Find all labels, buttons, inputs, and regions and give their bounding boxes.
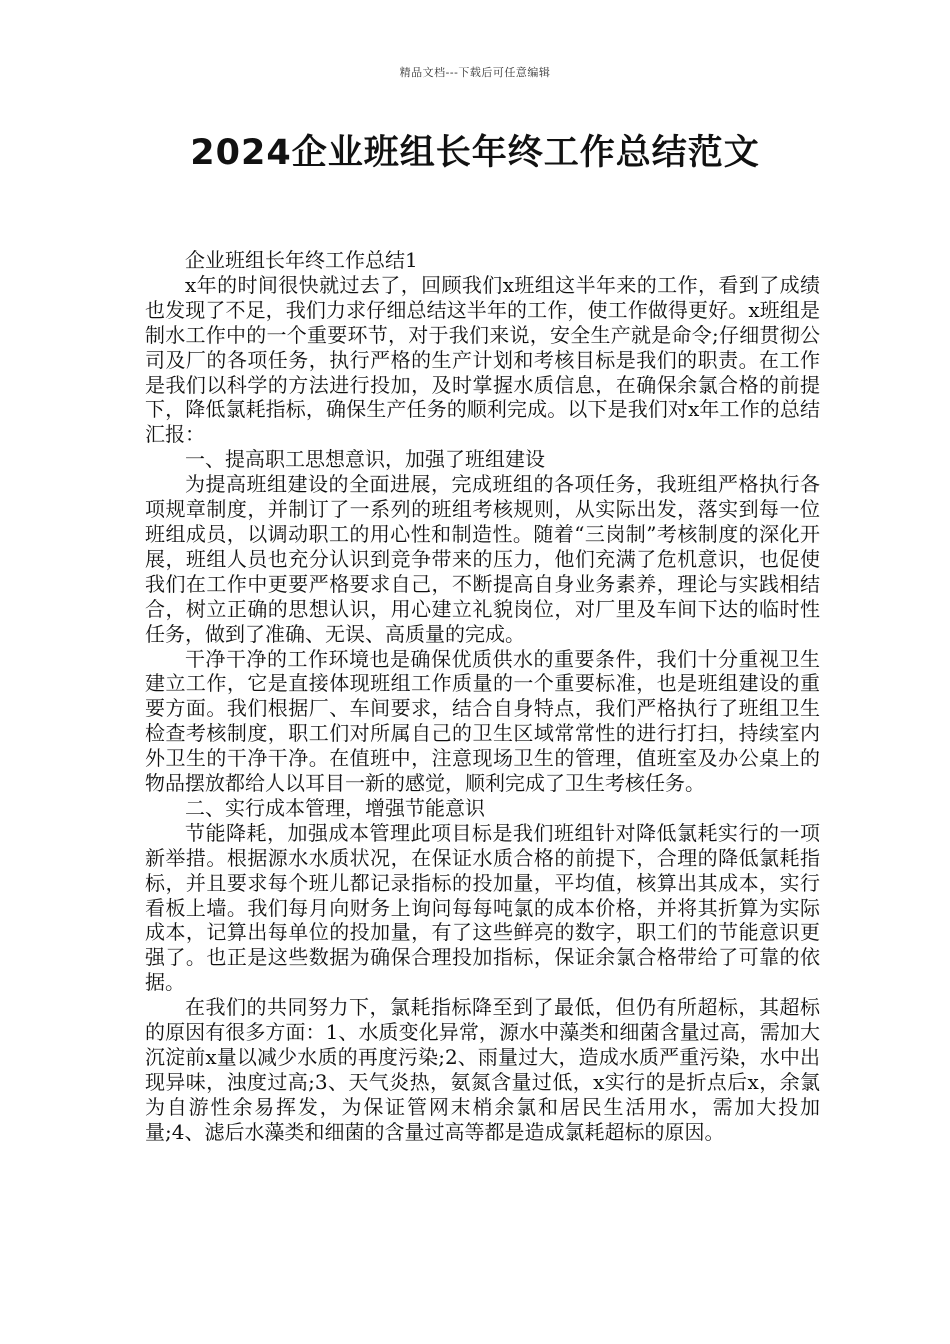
document-title: 2024企业班组长年终工作总结范文 — [190, 133, 760, 173]
subsection-heading: 一、提高职工思想意识，加强了班组建设 — [185, 447, 545, 472]
body-paragraph: x年的时间很快就过去了，回顾我们x班组这半年来的工作，看到了成绩也发现了不足，我们力求仔细总结这半年的工作，使工作做得更好。x班组是制水工作中的一个重要环节，对于我们来说，安全生产就是命令;仔细贯彻公司及厂的各项任务，执行严格的生产计划和考核目标是我们的职责。在工作是我们以科学的方法进行投加，及时掌握水质信息，在确保余氯合格的前提下，降低氯耗指标，确保生产任务的顺利完成。以下是我们对x年工作的总结汇报： — [145, 272, 820, 447]
subsection-heading: 二、实行成本管理，增强节能意识 — [185, 795, 485, 820]
document-body — [145, 248, 820, 1145]
body-paragraph: 节能降耗，加强成本管理此项目标是我们班组针对降低氯耗实行的一项新举措。根据源水水质状况，在保证水质合格的前提下，合理的降低氯耗指标，并且要求每个班儿都记录指标的投加量，平均值，核算出其成本，实行看板上墙。我们每月向财务上询问每每吨氯的成本价格，并将其折算为实际成本，记算出每单位的投加量，有了这些鲜亮的数字，职工们的节能意识更强了。也正是这些数据为确保合理投加指标，保证余氯合格带给了可靠的依据。 — [145, 820, 820, 995]
body-paragraph: 干净干净的工作环境也是确保优质供水的重要条件，我们十分重视卫生建立工作，它是直接体现班组工作质量的一个重要标准，也是班组建设的重要方面。我们根据厂、车间要求，结合自身特点，我们严格执行了班组卫生检查考核制度，职工们对所属自己的卫生区域常常性的进行打扫，持续室内外卫生的干净干净。在值班中，注意现场卫生的管理，值班室及办公桌上的物品摆放都给人以耳目一新的感觉，顺利完成了卫生考核任务。 — [145, 646, 820, 796]
header-note: 精品文档---下载后可任意编辑 — [399, 66, 551, 79]
body-paragraph: 在我们的共同努力下，氯耗指标降至到了最低，但仍有所超标，其超标的原因有很多方面：1、水质变化异常，源水中藻类和细菌含量过高，需加大沉淀前x量以减少水质的再度污染;2、雨量过大，造成水质严重污染，水中出现异味，浊度过高;3、天气炎热，氨氮含量过低，x实行的是折点后x，余氯为自游性余易挥发，为保证管网末梢余氯和居民生活用水，需加大投加量;4、滤后水藻类和细菌的含量过高等都是造成氯耗超标的原因。 — [145, 995, 820, 1144]
section-heading: 企业班组长年终工作总结1 — [185, 248, 418, 272]
body-paragraph: 为提高班组建设的全面进展，完成班组的各项任务，我班组严格执行各项规章制度，并制订了一系列的班组考核规则，从实际出发，落实到每一位班组成员，以调动职工的用心性和制造性。随着“三岗制”考核制度的深化开展，班组人员也充分认识到竞争带来的压力，他们充满了危机意识，也促使我们在工作中更要严格要求自己，不断提高自身业务素养，理论与实践相结合，树立正确的思想认识，用心建立礼貌岗位，对厂里及车间下达的临时性任务，做到了准确、无误、高质量的完成。 — [145, 472, 820, 646]
